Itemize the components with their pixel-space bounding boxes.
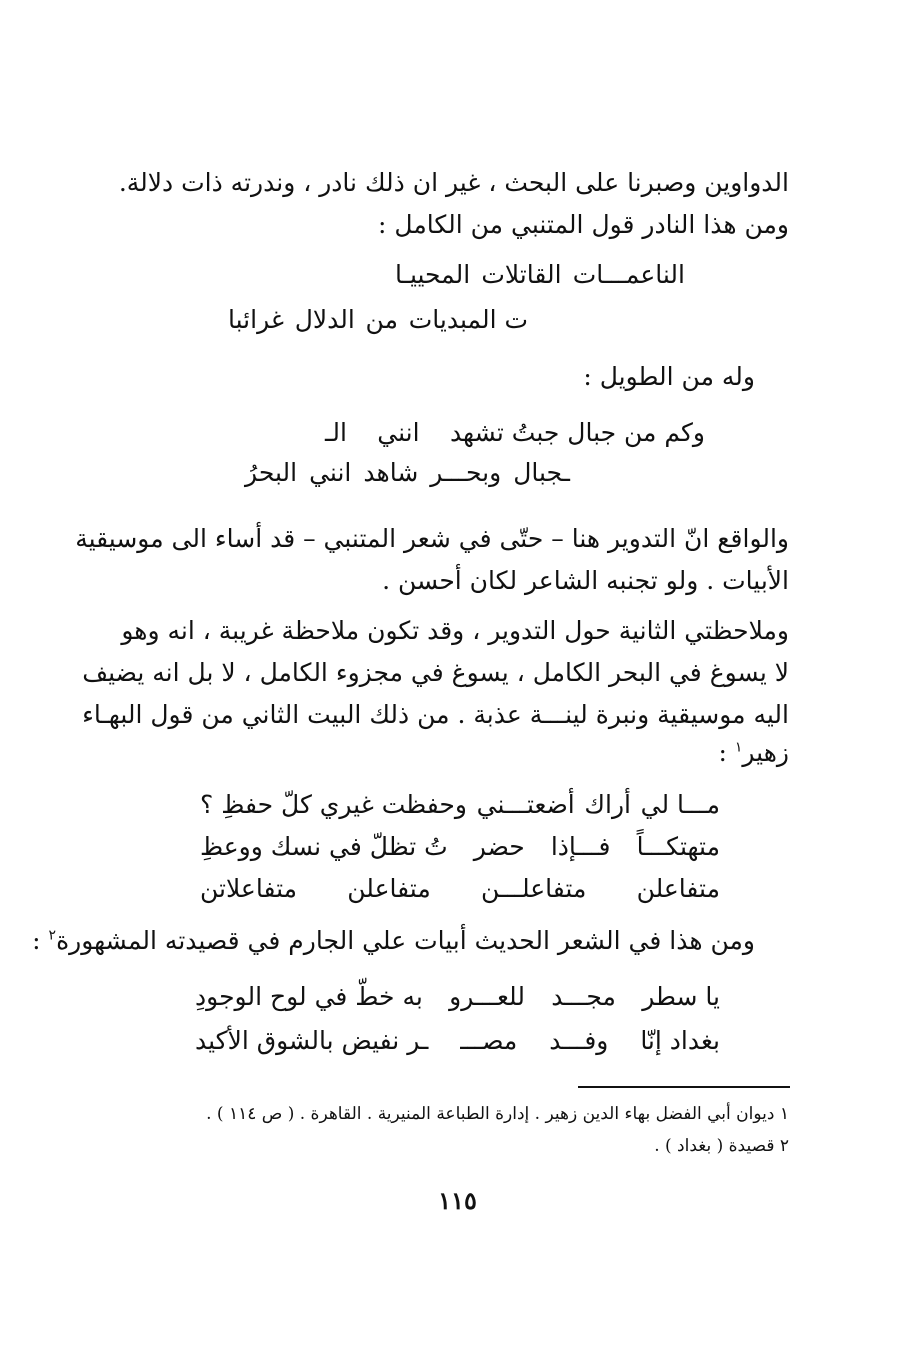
body-line-3: وله من الطويل :	[583, 362, 755, 391]
verse-word: بغداد إنّا	[640, 1026, 720, 1055]
verse-word: حضر	[473, 832, 525, 861]
verse-word: من	[365, 305, 398, 334]
verse-word: للعـــرو	[449, 982, 525, 1011]
footnote-ref-1[interactable]: ١	[734, 739, 743, 756]
verse-word: المحييـا	[395, 260, 471, 289]
verse-2-line-2	[245, 456, 570, 490]
verse-3-line-2	[200, 830, 720, 864]
page-number: ١١٥	[438, 1186, 477, 1215]
verse-word: وفـــد	[549, 1026, 609, 1055]
footnote-ref-2[interactable]: ٢	[48, 927, 57, 944]
body-line-8: اليه موسيقية ونبرة لينـــة عذبة . من ذلك البيت الثاني من قول البهـاء	[82, 700, 789, 729]
body-line-4: والواقع انّ التدوير هنا – حتّى في شعر المتنبي – قد أساء الى موسيقية	[75, 524, 789, 553]
body-line-9	[718, 736, 789, 770]
verse-2-line-1	[325, 416, 705, 450]
body-text: زهير	[742, 738, 789, 767]
verse-word: أضعتـــني	[476, 790, 575, 819]
verse-3-line-1	[200, 788, 720, 822]
verse-word: ت المبديات	[408, 305, 528, 334]
verse-4-line-2	[195, 1024, 720, 1058]
verse-word: متهتكـــاً	[636, 832, 720, 861]
footnote-divider	[578, 1086, 790, 1088]
verse-word: مصـــ	[460, 1026, 518, 1055]
verse-word: مـــا لي	[640, 790, 720, 819]
body-line-10	[32, 924, 755, 958]
body-line-1: الدواوين وصبرنا على البحث ، غير ان ذلك نادر ، وندرته ذات دلالة.	[118, 168, 789, 197]
footnote-2: ٢ قصيدة ( بغداد ) .	[654, 1136, 789, 1156]
verse-3-line-3	[200, 872, 720, 906]
verse-word: مجـــد	[551, 982, 616, 1011]
verse-word: متفاعلـــن	[480, 874, 587, 903]
verse-word: يا سطر	[642, 982, 720, 1011]
verse-word: وكم من جبال جبتُ تشهد	[449, 418, 705, 447]
verse-word: انني	[309, 458, 352, 487]
verse-word: غرائبا	[228, 305, 284, 334]
verse-word: الناعمـــات	[572, 260, 685, 289]
verse-word: وحفظت غيري كلّ حفظِ ؟	[200, 790, 467, 819]
verse-word: متفاعلن	[347, 874, 431, 903]
verse-word: انني	[377, 418, 420, 447]
verse-1-line-2	[228, 303, 528, 337]
verse-4-line-1	[195, 980, 720, 1014]
verse-word: الـ	[325, 418, 347, 447]
footnote-1: ١ ديوان أبي الفضل بهاء الدين زهير . إدارة الطباعة المنيرية . القاهرة . ( ص ١١٤ ) .	[206, 1104, 789, 1124]
body-line-7: لا يسوغ في البحر الكامل ، يسوغ في مجزوء الكامل ، لا بل انه يضيف	[82, 658, 789, 687]
verse-word: القاتلات	[481, 260, 562, 289]
verse-word: الدلال	[294, 305, 355, 334]
verse-word: فـــإذا	[550, 832, 611, 861]
verse-1-line-1	[395, 258, 685, 292]
body-text: :	[32, 926, 49, 955]
body-line-6: وملاحظتي الثانية حول التدوير ، وقد تكون ملاحظة غريبة ، انه وهو	[121, 616, 789, 645]
verse-word: البحرُ	[245, 458, 298, 487]
verse-word: ـجبال	[513, 458, 570, 487]
body-line-5: الأبيات . ولو تجنبه الشاعر لكان أحسن .	[382, 566, 789, 595]
verse-word: ـر نفيض بالشوق الأكيد	[195, 1026, 429, 1055]
verse-word: به خطّ في لوح الوجودِ	[195, 982, 423, 1011]
verse-word: متفاعلن	[636, 874, 720, 903]
verse-word: تُ تظلّ في نسك ووعظِ	[200, 832, 448, 861]
body-text: ومن هذا في الشعر الحديث أبيات علي الجارم في قصيدته المشهورة	[56, 926, 755, 955]
verse-word: وبحـــر	[430, 458, 502, 487]
body-text: :	[718, 738, 735, 767]
verse-word: متفاعلاتن	[200, 874, 298, 903]
body-line-2: ومن هذا النادر قول المتنبي من الكامل :	[378, 210, 789, 239]
verse-word: شاهد	[363, 458, 419, 487]
verse-word: أراك	[584, 790, 631, 819]
